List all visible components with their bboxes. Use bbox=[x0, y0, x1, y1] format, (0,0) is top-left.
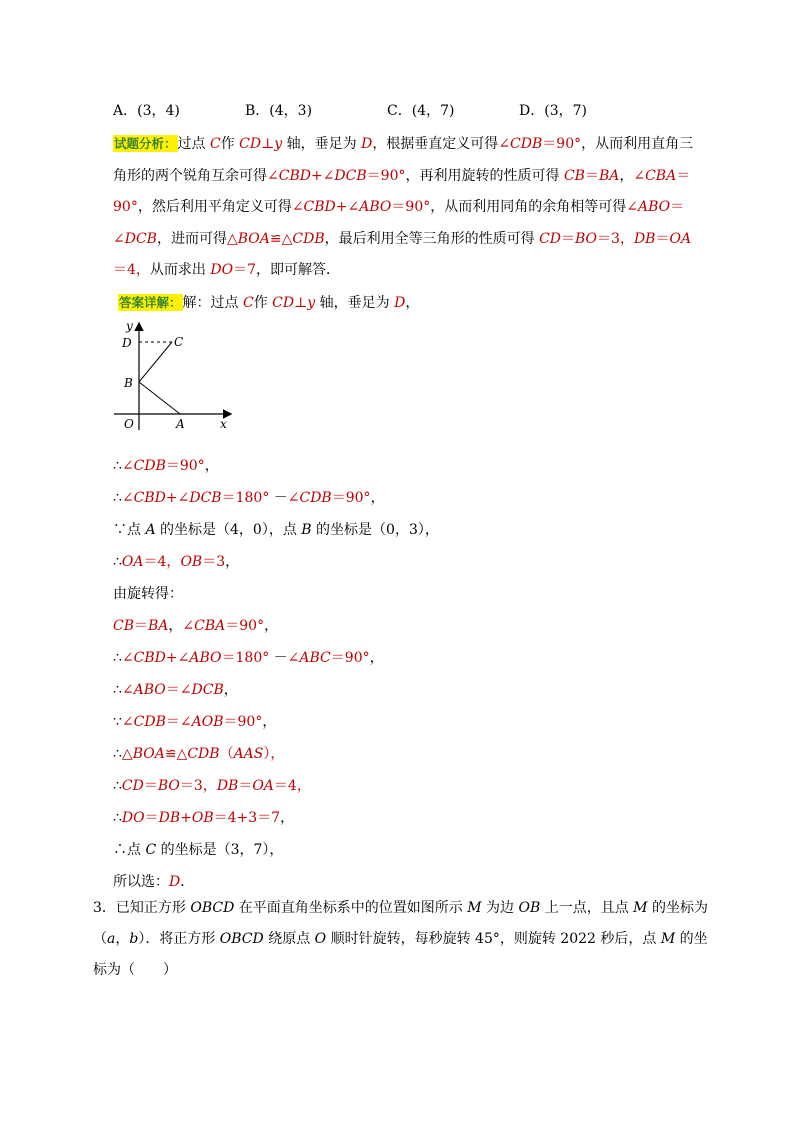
solution-step-11 bbox=[113, 775, 311, 795]
text-segment: ＝ bbox=[561, 230, 575, 247]
text-segment: BA bbox=[598, 167, 620, 184]
text-segment: ∠DCB bbox=[113, 230, 157, 247]
text-segment: ， bbox=[204, 458, 219, 474]
point-b-label: B bbox=[124, 376, 133, 390]
text-segment: ＝180° bbox=[221, 490, 274, 506]
text-segment: ∵ bbox=[113, 714, 122, 730]
text-segment: CB bbox=[563, 167, 585, 184]
text-segment: 的坐标是（3，7）， bbox=[156, 842, 284, 858]
text-segment: + bbox=[310, 167, 323, 184]
text-segment: OBCD bbox=[190, 900, 235, 916]
y-axis-label: y bbox=[126, 319, 133, 333]
segment-ba bbox=[139, 382, 180, 414]
text-segment: ， bbox=[405, 295, 420, 311]
point-a-label: A bbox=[176, 417, 185, 431]
text-segment: ． bbox=[180, 874, 195, 890]
text-segment: + bbox=[165, 650, 178, 666]
coordinate-graph bbox=[110, 318, 240, 438]
text-segment: 的坐标是（4，0），点 bbox=[155, 522, 302, 538]
text-segment: △CDB bbox=[281, 230, 325, 247]
text-segment: ＝4， bbox=[273, 778, 311, 794]
solution-step-7 bbox=[113, 647, 384, 667]
text-segment: ＝4， bbox=[143, 554, 181, 570]
question-3-text bbox=[93, 900, 708, 978]
answer-header-text bbox=[183, 295, 420, 311]
text-segment: + bbox=[335, 199, 348, 215]
text-segment: ≌ bbox=[164, 746, 177, 762]
analysis-text bbox=[113, 136, 693, 278]
text-segment: M bbox=[467, 900, 482, 916]
text-segment: 为边 bbox=[481, 900, 519, 916]
text-segment: ≌ bbox=[269, 230, 282, 247]
text-segment: ∠CBA bbox=[633, 167, 677, 184]
text-segment: ＝4， bbox=[113, 262, 150, 278]
text-segment: ，最后利用全等三角形的性质可得 bbox=[324, 230, 540, 247]
solution-step-8 bbox=[113, 679, 238, 699]
text-segment: 的坐标为（ ） bbox=[93, 931, 708, 978]
text-segment: 轴，垂足为 bbox=[282, 136, 362, 152]
segment-bc bbox=[139, 342, 172, 382]
text-segment: － bbox=[273, 490, 288, 506]
text-segment: ⊥ bbox=[294, 295, 308, 311]
text-segment: ， bbox=[264, 618, 279, 634]
text-segment: ＝ bbox=[584, 167, 599, 184]
text-segment: BO bbox=[157, 778, 180, 794]
text-segment: ∠ABO bbox=[347, 199, 392, 215]
text-segment: ∠ABO bbox=[121, 682, 166, 698]
text-segment: OB bbox=[518, 900, 541, 916]
text-segment: ， bbox=[370, 490, 385, 506]
text-segment: ∠DCB bbox=[322, 167, 367, 184]
text-segment: ∠AOB bbox=[179, 714, 224, 730]
text-segment: ＝7 bbox=[233, 262, 256, 278]
text-segment: D bbox=[394, 295, 406, 311]
text-segment: 的坐标为（ bbox=[93, 900, 708, 947]
text-segment: DO bbox=[121, 810, 145, 826]
text-segment: ＝90° bbox=[113, 167, 691, 215]
text-segment: ， bbox=[223, 682, 238, 698]
choice-b: B．(4，3) bbox=[245, 103, 313, 119]
text-segment: ， bbox=[369, 650, 384, 666]
point-d-label: D bbox=[122, 336, 132, 350]
text-segment: ，根据垂直定义可得 bbox=[372, 136, 499, 152]
text-segment: 作 bbox=[253, 295, 273, 311]
analysis-paragraph bbox=[113, 128, 703, 287]
text-segment: （ bbox=[219, 746, 234, 762]
text-segment: 作 bbox=[220, 136, 240, 152]
text-segment: ＝3， bbox=[179, 778, 217, 794]
answer-choices bbox=[113, 100, 713, 122]
solution-step-4 bbox=[113, 551, 239, 571]
text-segment: ， bbox=[280, 810, 295, 826]
text-segment: △CDB bbox=[176, 746, 220, 762]
text-segment: + bbox=[180, 810, 192, 826]
text-segment: ，再利用旋转的性质可得 bbox=[405, 167, 564, 184]
text-segment: M bbox=[633, 900, 648, 916]
text-segment: DB bbox=[633, 230, 656, 247]
choice-a: A．(3，4) bbox=[113, 103, 180, 119]
text-segment: CD bbox=[239, 136, 262, 152]
text-segment: ＝4+3＝7 bbox=[213, 810, 281, 826]
text-segment: C bbox=[209, 136, 221, 152]
text-segment: ∴ bbox=[113, 810, 122, 826]
text-segment: ∠DCB bbox=[179, 682, 224, 698]
text-segment: 轴，垂足为 bbox=[315, 295, 395, 311]
text-segment: 上一点，且点 bbox=[540, 900, 634, 916]
solution-step-13 bbox=[113, 839, 283, 859]
text-segment: ＝ bbox=[238, 778, 253, 794]
text-segment: ＝90° bbox=[165, 458, 205, 474]
solution-step-2 bbox=[113, 487, 385, 507]
text-segment: ＝90° bbox=[223, 714, 263, 730]
text-segment: CD bbox=[539, 230, 561, 247]
text-segment: y bbox=[307, 295, 316, 311]
solution-step-6 bbox=[113, 615, 278, 635]
text-segment: CD bbox=[272, 295, 295, 311]
text-segment: D bbox=[361, 136, 373, 152]
text-segment: 由旋转得： bbox=[113, 586, 183, 602]
text-segment: 所以选： bbox=[113, 874, 169, 890]
text-segment: 顺时针旋转，每秒旋转 45°，则旋转 2022 秒后，点 bbox=[326, 931, 661, 947]
answer-label: 答案详解： bbox=[119, 295, 182, 310]
solution-step-1 bbox=[113, 455, 219, 475]
text-segment: OA bbox=[669, 230, 692, 247]
text-segment: 绕原点 bbox=[263, 931, 315, 947]
text-segment: a bbox=[107, 931, 116, 947]
text-segment: ∴点 bbox=[113, 842, 146, 858]
text-segment: ， bbox=[262, 714, 277, 730]
text-segment: ∠CBD bbox=[121, 650, 166, 666]
text-segment: OB bbox=[180, 554, 203, 570]
text-segment: 解：过点 bbox=[182, 295, 243, 311]
text-segment: ＝ bbox=[134, 618, 148, 634]
text-segment: ＝90° bbox=[391, 199, 431, 215]
text-segment: ，从而利用直角三角形的两个锐角互余可得 bbox=[113, 136, 694, 184]
solution-step-3 bbox=[113, 519, 439, 539]
text-segment: ＝ bbox=[143, 778, 158, 794]
text-segment: ，然后利用平角定义可得 bbox=[137, 199, 292, 215]
text-segment: b bbox=[129, 931, 139, 947]
text-segment: △BOA bbox=[121, 746, 165, 762]
text-segment: ＝ bbox=[165, 682, 180, 698]
point-c-label: C bbox=[174, 335, 184, 349]
text-segment: ∠ABC bbox=[287, 650, 331, 666]
choice-c: C．(4，7) bbox=[387, 103, 455, 119]
x-axis-label: x bbox=[220, 417, 227, 431]
solution-step-12 bbox=[113, 807, 294, 827]
text-segment: ，从而利用同角的余角相等可得 bbox=[430, 199, 627, 215]
text-segment: 的坐标是（0，3）， bbox=[311, 522, 439, 538]
text-segment: ∴ bbox=[113, 778, 122, 794]
solution-step-14 bbox=[113, 871, 194, 891]
text-segment: A bbox=[145, 522, 156, 538]
text-segment: ＝3， bbox=[597, 230, 634, 247]
text-segment: C bbox=[242, 295, 254, 311]
text-segment: ∠CDB bbox=[121, 714, 166, 730]
text-segment: ， bbox=[225, 554, 240, 570]
analysis-label: 试题分析： bbox=[114, 136, 177, 151]
solution-step-9 bbox=[113, 711, 276, 731]
text-segment: + bbox=[165, 490, 178, 506]
text-segment: ∠CBD bbox=[267, 167, 311, 184]
text-segment: ∴ bbox=[113, 554, 122, 570]
text-segment: ∠CBD bbox=[291, 199, 336, 215]
text-segment: ，进而可得 bbox=[156, 230, 227, 247]
point-o-label: O bbox=[124, 417, 134, 431]
text-segment: ＝90° bbox=[366, 167, 406, 184]
text-segment: BA bbox=[148, 618, 169, 634]
text-segment: ＝90° bbox=[225, 618, 265, 634]
choice-d: D．(3，7) bbox=[519, 103, 587, 119]
text-segment: 从而求出 bbox=[149, 262, 211, 278]
solution-step-5 bbox=[113, 583, 183, 603]
text-segment: 3．已知正方形 bbox=[93, 900, 191, 916]
text-segment: ∴ bbox=[113, 682, 122, 698]
text-segment: ∴ bbox=[113, 650, 122, 666]
text-segment: ＝ bbox=[655, 230, 670, 247]
text-segment: ∴ bbox=[113, 490, 122, 506]
text-segment: 过点 bbox=[177, 136, 210, 152]
text-segment: ∠ABO bbox=[626, 199, 671, 215]
text-segment: ∠CBD bbox=[121, 490, 166, 506]
text-segment: ＝180° bbox=[221, 650, 274, 666]
text-segment: △BOA bbox=[226, 230, 270, 247]
text-segment: 在平面直角坐标系中的位置如图所示 bbox=[234, 900, 468, 916]
text-segment: CB bbox=[113, 618, 134, 634]
text-segment: ∴ bbox=[113, 458, 122, 474]
text-segment: ， bbox=[115, 931, 130, 947]
answer-header bbox=[118, 287, 708, 320]
text-segment: OBCD bbox=[219, 931, 264, 947]
text-segment: ＝ bbox=[165, 714, 180, 730]
text-segment: ＝90° bbox=[331, 490, 371, 506]
text-segment: ⊥ bbox=[261, 136, 275, 152]
text-segment: B bbox=[301, 522, 312, 538]
text-segment: OA bbox=[252, 778, 274, 794]
text-segment: DB bbox=[216, 778, 239, 794]
text-segment: ∠CBA bbox=[182, 618, 226, 634]
text-segment: BO bbox=[575, 230, 598, 247]
text-segment: ＝3 bbox=[202, 554, 226, 570]
text-segment: y bbox=[274, 136, 283, 152]
text-segment: D bbox=[169, 874, 181, 890]
text-segment: ＝90° bbox=[330, 650, 370, 666]
text-segment: DB bbox=[158, 810, 181, 826]
text-segment: ＝90° bbox=[542, 136, 582, 152]
text-segment: M bbox=[660, 931, 676, 947]
text-segment: ＝ bbox=[670, 199, 685, 215]
text-segment: ）．将正方形 bbox=[138, 931, 220, 947]
text-segment: CD bbox=[121, 778, 144, 794]
text-segment: C bbox=[145, 842, 157, 858]
text-segment: ， bbox=[168, 618, 183, 634]
text-segment: OA bbox=[121, 554, 144, 570]
text-segment: ∴ bbox=[113, 746, 122, 762]
text-segment: DO bbox=[210, 262, 234, 278]
solution-step-10 bbox=[113, 743, 284, 763]
text-segment: ∠ABO bbox=[177, 650, 222, 666]
text-segment: ∠CDB bbox=[287, 490, 332, 506]
text-segment: O bbox=[314, 931, 327, 947]
question-3 bbox=[93, 893, 713, 986]
text-segment: ＝ bbox=[144, 810, 159, 826]
text-segment: ∠CDB bbox=[121, 458, 166, 474]
text-segment: ∠DCB bbox=[177, 490, 222, 506]
text-segment: ∠CDB bbox=[498, 136, 543, 152]
text-segment: OB bbox=[191, 810, 214, 826]
text-segment: AAS bbox=[233, 746, 264, 762]
text-segment: ）， bbox=[263, 746, 285, 762]
text-segment: ， bbox=[619, 167, 634, 184]
text-segment: ∵点 bbox=[113, 522, 146, 538]
text-segment: － bbox=[273, 650, 288, 666]
text-segment: ，即可解答． bbox=[256, 262, 340, 278]
